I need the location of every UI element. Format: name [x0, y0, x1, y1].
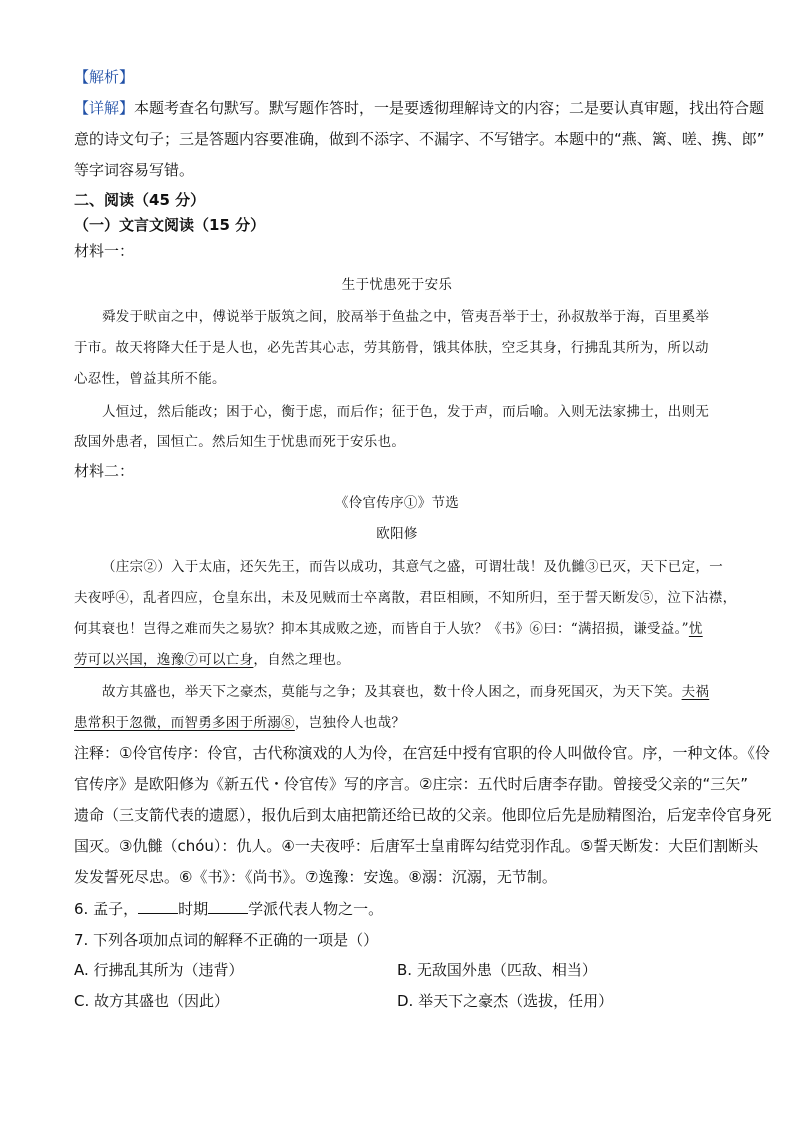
option-d[interactable]: D. 举天下之豪杰（选拔，任用） [397, 992, 614, 1010]
material1-line-4: 人恒过，然后能改；困于心，衡于虑，而后作；征于色，发于声，而后喻。入则无法家拂士，出则无 [102, 404, 710, 420]
underlined-sentence-end: 劳可以兴国，逸豫⑦可以亡身 [74, 652, 254, 668]
material2-p1-line-3: 何其衰也！岂得之难而失之易欤？抑本其成败之迹，而皆自于人欤？《书》⑥曰：“满招损，谦受益。”忧 [74, 621, 703, 637]
material1-line-2: 于市。故天将降大任于是人也，必先苦其心志，劳其筋骨，饿其体肤，空乏其身，行拂乱其所为，所以动 [74, 340, 709, 356]
analysis-detail-line-1: 【详解】本题考查名句默写。默写题作答时，一是要透彻理解诗文的内容；二是要认真审题，找出符合题 [74, 99, 765, 117]
notes-line-3: 遗命（三支箭代表的遗愿），报仇后到太庙把箭还给已故的父亲。他即位后先是励精图治，后宠幸伶官身死 [74, 806, 772, 824]
underlined-sentence-2-start: 夫祸 [681, 684, 710, 700]
option-c[interactable]: C. 故方其盛也（因此） [74, 992, 230, 1010]
notes-line-4: 国灭。③仇雠（chóu）：仇人。④一夫夜呼：后唐军士皇甫晖勾结党羽作乱。⑤誓天断发：大臣们割断头 [74, 837, 759, 855]
notes-line-5: 发发誓死尽忠。⑥《书》：《尚书》。⑦逸豫：安逸。⑧溺：沉溺，无节制。 [74, 868, 557, 886]
option-a[interactable]: A. 行拂乱其所为（违背） [74, 961, 244, 979]
notes-line-2: 官传序》是欧阳修为《新五代・伶官传》写的序言。②庄宗：五代时后唐李存勖。曾接受父亲的“三矢” [74, 775, 748, 793]
material2-p1-line-4: 劳可以兴国，逸豫⑦可以亡身，自然之理也。 [74, 652, 351, 668]
material2-author: 欧阳修 [376, 526, 418, 542]
material2-title: 《伶官传序①》节选 [334, 495, 460, 511]
detail-tag: 【详解】 [74, 99, 135, 117]
section-title: 二、阅读（45 分） [74, 191, 206, 209]
material1-line-3: 心忍性，曾益其所不能。 [74, 371, 226, 387]
notes-line-1: 注释：①伶官传序：伶官，古代称演戏的人为伶，在宫廷中授有官职的伶人叫做伶官。序，一种文体。《伶 [74, 744, 770, 762]
underlined-sentence-2-end: 患常积于忽微，而智勇多困于所溺⑧ [74, 715, 295, 731]
underlined-sentence-start: 忧 [688, 621, 703, 637]
question-6: 6. 孟子， 时期 学派代表人物之一。 [74, 900, 384, 918]
answer-blank-1[interactable] [138, 901, 178, 914]
section-subtitle: （一）文言文阅读（15 分） [74, 216, 266, 234]
material2-p1-line-1: （庄宗②）入于太庙，还矢先王，而告以成功，其意气之盛，可谓壮哉！及仇雠③已灭，天下已定，一 [102, 559, 723, 575]
material1-label: 材料一： [74, 242, 135, 260]
analysis-detail-line-2: 意的诗文句子；三是答题内容要准确，做到不添字、不漏字、不写错字。本题中的“燕、篱、嗟、携、郎” [74, 130, 765, 148]
material2-p1-line-2: 夫夜呼④，乱者四应，仓皇东出，未及见贼而士卒离散，君臣相顾，不知所归，至于誓天断发⑤，泣下沾襟， [74, 590, 737, 606]
question-7-stem: 7. 下列各项加点词的解释不正确的一项是（） [74, 931, 379, 949]
material2-label: 材料二： [74, 462, 135, 480]
material2-p2-line-2: 患常积于忽微，而智勇多困于所溺⑧，岂独伶人也哉？ [74, 715, 406, 731]
answer-blank-2[interactable] [208, 901, 248, 914]
option-b[interactable]: B. 无敌国外患（匹敌、相当） [397, 961, 597, 979]
material2-p2-line-1: 故方其盛也，举天下之豪杰，莫能与之争；及其衰也，数十伶人困之，而身死国灭，为天下笑。夫祸 [102, 684, 710, 700]
material1-line-5: 敌国外患者，国恒亡。然后知生于忧患而死于安乐也。 [74, 434, 406, 450]
analysis-detail-line-3: 等字词容易写错。 [74, 161, 195, 179]
material1-line-1: 舜发于畎亩之中，傅说举于版筑之间，胶鬲举于鱼盐之中，管夷吾举于士，孙叔敖举于海，百里奚举 [102, 309, 710, 325]
analysis-heading: 【解析】 [74, 68, 135, 86]
material1-title: 生于忧患死于安乐 [341, 277, 453, 293]
